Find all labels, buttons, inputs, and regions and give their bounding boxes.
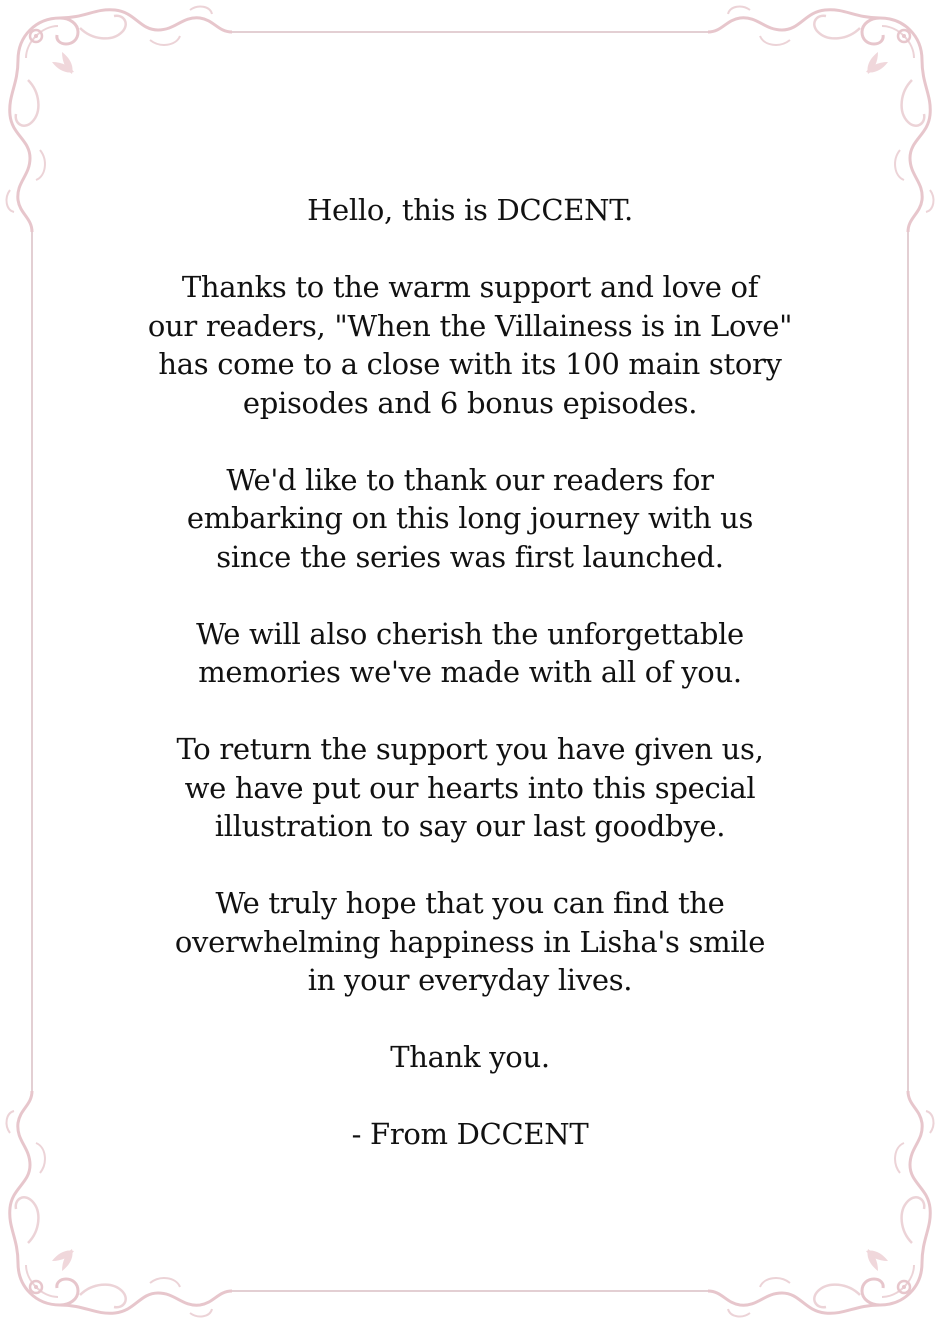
text-line: We will also cherish the unforgettable xyxy=(196,616,744,651)
signature-text: - From DCCENT xyxy=(351,1117,589,1151)
text-line: memories we've made with all of you. xyxy=(198,655,742,689)
greeting xyxy=(100,191,840,230)
paragraph-hope xyxy=(100,884,840,1000)
text-line: illustration to say our last goodbye. xyxy=(214,809,726,843)
paragraph-memories xyxy=(100,615,840,692)
greeting-line: Hello, this is DCCENT. xyxy=(307,193,633,227)
text-line: our readers, "When the Villainess is in Love" xyxy=(147,308,793,343)
text-line: has come to a close with its 100 main story xyxy=(158,347,782,381)
letter-body xyxy=(100,191,840,1154)
paragraph-special-illustration xyxy=(100,730,840,846)
text-line: We truly hope that you can find the xyxy=(215,886,725,920)
thank-you-text: Thank you. xyxy=(390,1040,550,1074)
text-line: To return the support you have given us, xyxy=(176,732,764,766)
paragraph-thanks-readers xyxy=(100,461,840,577)
text-line: since the series was first launched. xyxy=(216,539,724,574)
paragraph-closing-announcement xyxy=(100,268,840,422)
thanks-line xyxy=(100,1038,840,1077)
text-line: We'd like to thank our readers for xyxy=(226,462,714,497)
text-line: overwhelming happiness in Lisha's smile xyxy=(174,924,766,959)
text-line: Thanks to the warm support and love of xyxy=(181,270,759,304)
signature xyxy=(100,1115,840,1154)
text-line: episodes and 6 bonus episodes. xyxy=(242,385,698,420)
text-line: we have put our hearts into this special xyxy=(184,770,756,805)
text-line: in your everyday lives. xyxy=(307,963,633,997)
text-line: embarking on this long journey with us xyxy=(186,501,754,535)
